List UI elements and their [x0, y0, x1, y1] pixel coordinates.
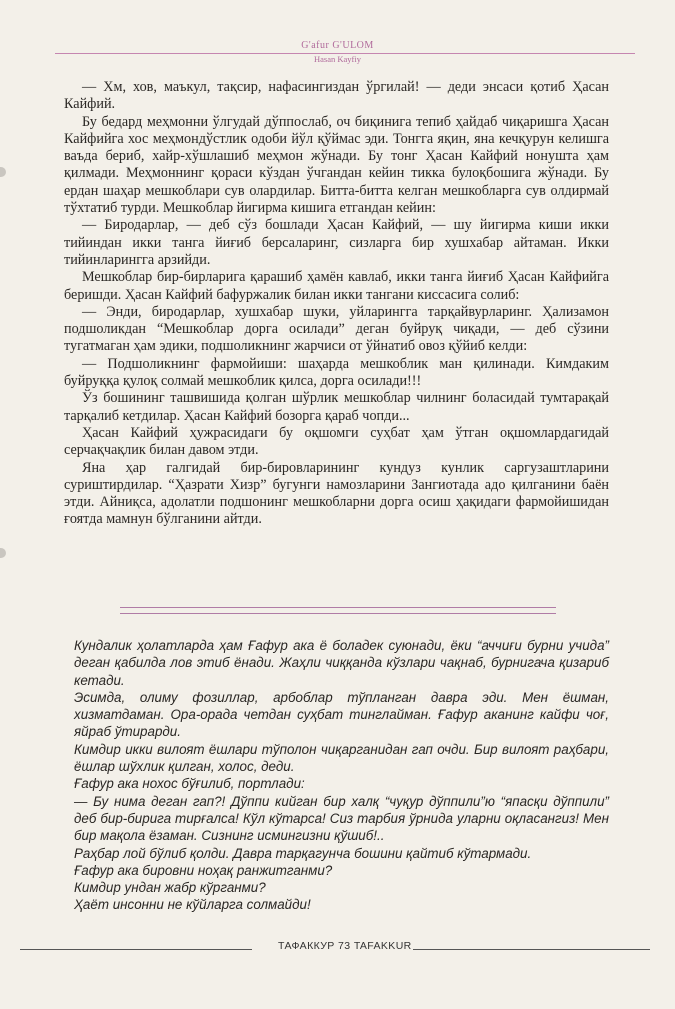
header-rule	[55, 53, 635, 54]
commentary-paragraph: Кимдир ундан жабр кўрганми?	[74, 880, 266, 896]
commentary-paragraph: Кундалик ҳолатларда ҳам Ғафур ака ё боладек суюнади, ёки “аччиғи бурни учида” деган қабилда лов этиб ёнади. Жаҳли чиққанда кўзлари чақнаб, бурнигача қизариб кетади.	[74, 638, 609, 688]
binding-hole	[0, 167, 6, 177]
header-subtitle: Hasan Kayfiy	[314, 54, 361, 64]
article-paragraph: — Подшоликнинг фармойиши: шаҳарда мешкоблик ман қилинади. Кимдаким буйруққа қулоқ солмай мешкоблик қилса, дорга осилади!!!	[64, 355, 609, 390]
commentary-body	[74, 637, 609, 914]
article-paragraph: Мешкоблар бир-бирларига қарашиб ҳамён кавлаб, икки танга йиғиб Ҳасан Кайфийга беришди. Ҳасан Кайфий бафуржалик билан икки тангани киссасига солиб:	[64, 269, 609, 303]
footer-rule-left	[20, 949, 252, 950]
page-footer	[20, 940, 650, 960]
commentary-paragraph: Ғафур ака нохос бўғилиб, портлади:	[74, 776, 305, 792]
footer-label: ТАФАККУР 73 TAFAKKUR	[278, 940, 412, 952]
footer-rule-right	[413, 949, 650, 950]
article-paragraph: — Биродарлар, — деб сўз бошлади Ҳасан Кайфий, — шу йигирма киши икки тийиндан икки танга йиғиб берсаларинг, сизларга бир хушхабар айтаман. Икки тийинларингга арзийди.	[64, 217, 609, 268]
article-paragraph: — Хм, хов, маъкул, тақсир, нафасингиздан ўргилай! — деди энсаси қотиб Ҳасан Кайфий.	[64, 79, 609, 113]
article-paragraph: Ҳасан Кайфий ҳужрасидаги бу оқшомги суҳбат ҳам ўтган оқшомлардагидай серчақчақлик билан давом этди.	[64, 424, 609, 459]
header-author: G'afur G'ULOM	[301, 40, 374, 51]
article-body	[64, 79, 609, 529]
commentary-paragraph: — Бу нима деган гап?! Дўппи кийган бир халқ “чуқур дўппили”ю “япасқи дўппили” деб бир-бирига тирғалса! Кўл кўтарса! Сиз тарбия ўрнида уларни оқласангиз! Мен бир мақола ёзаман. Сизнинг исмингизни қўшиб!..	[74, 793, 609, 844]
article-paragraph: Яна ҳар галгидай бир-бировларининг кундуз кунлик саргузаштларини суриштирдилар. “Ҳазрати Хизр” бугунги намозларини Зангиотада адо қилганини баён этди. Айниқса, адолатли подшонинг мешкобларни дорга осиш ҳақидаги фармойишидан ғоятда мамнун бўлганини айтди.	[64, 459, 609, 528]
binding-hole	[0, 548, 6, 558]
commentary-paragraph: Раҳбар лой бўлиб қолди. Давра тарқагунча бошини қайтиб кўтармади.	[74, 845, 532, 861]
commentary-paragraph: Эсимда, олиму фозиллар, арбоблар тўпланган давра эди. Мен ёшман, хизматдаман. Ора-орада четдан суҳбат тинглайман. Ғафур аканинг кайфи чоғ, яйраб ўтирарди.	[74, 689, 609, 740]
section-divider-bottom	[120, 613, 556, 614]
commentary-paragraph: Кимдир икки вилоят ёшлари тўполон чиқарганидан гап очди. Бир вилоят раҳбари, ёшлар шўхлик қилган, холос, деди.	[74, 741, 609, 775]
running-header	[0, 40, 675, 64]
article-paragraph: — Энди, биродарлар, хушхабар шуки, уйларингга тарқайвурларинг. Ҳализамон подшоликдан “Мешкоблар дорга осилади” деган буйруқ чиқади, — деб сўзини тугатмаган ҳам эдики, подшоликнинг жарчиси от ўйнатиб овоз қўйиб келди:	[64, 303, 609, 355]
article-paragraph: Бу бедард меҳмонни ўлгудай дўппослаб, оч биқинига тепиб ҳайдаб чиқаришга Ҳасан Кайфийга хос меҳмондўстлик одоби йўл қўймас эди. Тонгга яқин, яна кечқурун келишга ваъда бериб, хайр-хўшлашиб меҳмон жўнади. Бу тонг Ҳасан Кайфий нонушта ҳам қилмади. Меҳмоннинг қораси кўздан ўчгандан кейин тикка булоқбошига жўнади. Бу ердан шаҳар мешкоблари сув олардилар. Битта-битта келган мешкобларга сув олдирмай тўхтатиб турди. Мешкоблар йигирма кишига етгандан кейин:	[64, 113, 609, 217]
commentary-paragraph: Ҳаёт инсонни не кўйларга солмайди!	[74, 897, 311, 913]
section-divider-top	[120, 607, 556, 608]
article-paragraph: Ўз бошининг ташвишида қолган шўрлик мешкоблар чилнинг боласидай тумтарақай тарқалиб кетдилар. Ҳасан Кайфий бозорга қараб чопди...	[64, 390, 609, 424]
commentary-paragraph: Ғафур ака бировни ноҳақ ранжитганми?	[74, 862, 333, 878]
